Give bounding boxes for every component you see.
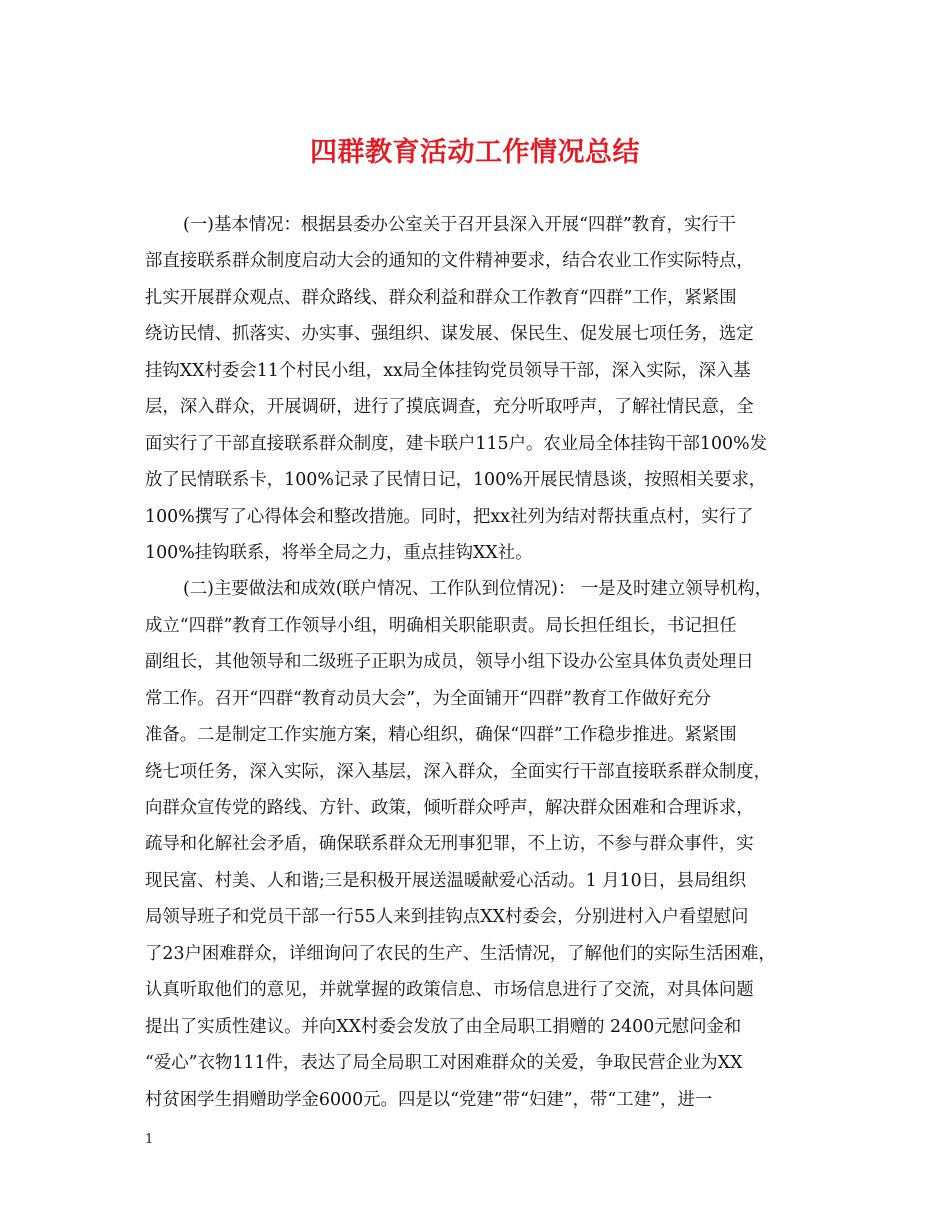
paragraph-2-line: 认真听取他们的意见，并就掌握的政策信息、市场信息进行了交流，对具体问题 [145,980,754,1001]
paragraph-1-line: 层，深入群众，开展调研，进行了摸底调查，充分听取呼声，了解社情民意，全 [145,397,754,418]
paragraph-2-line: (二)主要做法和成效(联户情况、工作队到位情况)： 一是及时建立领导机构， [183,579,773,600]
document-body [145,207,810,1118]
paragraph-1-line: 100%挂钩联系，将举全局之力，重点挂钩XX社。 [145,542,533,563]
paragraph-1-line: 挂钩XX村委会11个村民小组，xx局全体挂钩党员领导干部，深入实际，深入基 [145,360,751,381]
paragraph-1-line: 绕访民情、抓落实、办实事、强组织、谋发展、保民生、促发展七项任务，选定 [145,324,754,345]
paragraph-2-line: 副组长，其他领导和二级班子正职为成员，领导小组下设办公室具体负责处理日 [145,652,754,673]
paragraph-2-line: “爱心”衣物111件，表达了局全局职工对困难群众的关爱，争取民营企业为XX [145,1053,743,1074]
paragraph-2-line: 疏导和化解社会矛盾，确保联系群众无刑事犯罪，不上访，不参与群众事件，实 [145,834,754,855]
paragraph-1-line: 100%撰写了心得体会和整改措施。同时，把xx社列为结对帮扶重点村，实行了 [145,506,754,527]
paragraph-2-line: 村贫困学生捐赠助学金6000元。四是以“党建”带“妇建”，带“工建”，进一 [145,1089,713,1110]
document-title: 四群教育活动工作情况总结 [310,137,640,168]
paragraph-2-line: 绕七项任务，深入实际，深入基层，深入群众，全面实行干部直接联系群众制度， [145,761,772,782]
paragraph-2-line: 局领导班子和党员干部一行55人来到挂钩点XX村委会，分别进村入户看望慰问 [145,907,749,928]
paragraph-1-line: 部直接联系群众制度启动大会的通知的文件精神要求，结合农业工作实际特点， [145,251,754,272]
paragraph-1-line: 面实行了干部直接联系群众制度，建卡联户115户。农业局全体挂钩干部100%发 [145,433,768,454]
paragraph-2-line: 向群众宣传党的路线、方针、政策，倾听群众呼声，解决群众困难和合理诉求， [145,798,754,818]
paragraph-1-line: 放了民情联系卡，100%记录了民情日记，100%开展民情恳谈，按照相关要求， [145,470,767,491]
paragraph-2-line: 了23户困难群众，详细询问了农民的生产、生活情况，了解他们的实际生活困难， [145,943,776,964]
paragraph-2-line: 成立“四群”教育工作领导小组，明确相关职能职责。局长担任组长，书记担任 [145,615,737,636]
paragraph-1-line: (一)基本情况：根据县委办公室关于召开县深入开展“四群”教育，实行干 [183,215,737,235]
page-number: 1 [145,1132,154,1147]
paragraph-1-line: 扎实开展群众观点、群众路线、群众利益和群众工作教育“四群”工作，紧紧围 [145,287,737,308]
paragraph-2-line: 提出了实质性建议。并向XX村委会发放了由全局职工捐赠的 2400元慰问金和 [145,1016,742,1037]
paragraph-2-line: 准备。二是制定工作实施方案，精心组织，确保“四群”工作稳步推进。紧紧围 [145,725,737,746]
paragraph-2-line: 现民富、村美、人和谐;三是积极开展送温暖献爱心活动。1 月10日，县局组织 [145,870,747,891]
paragraph-2-line: 常工作。召开“四群“教育动员大会”，为全面铺开“四群”教育工作做好充分 [145,688,712,709]
